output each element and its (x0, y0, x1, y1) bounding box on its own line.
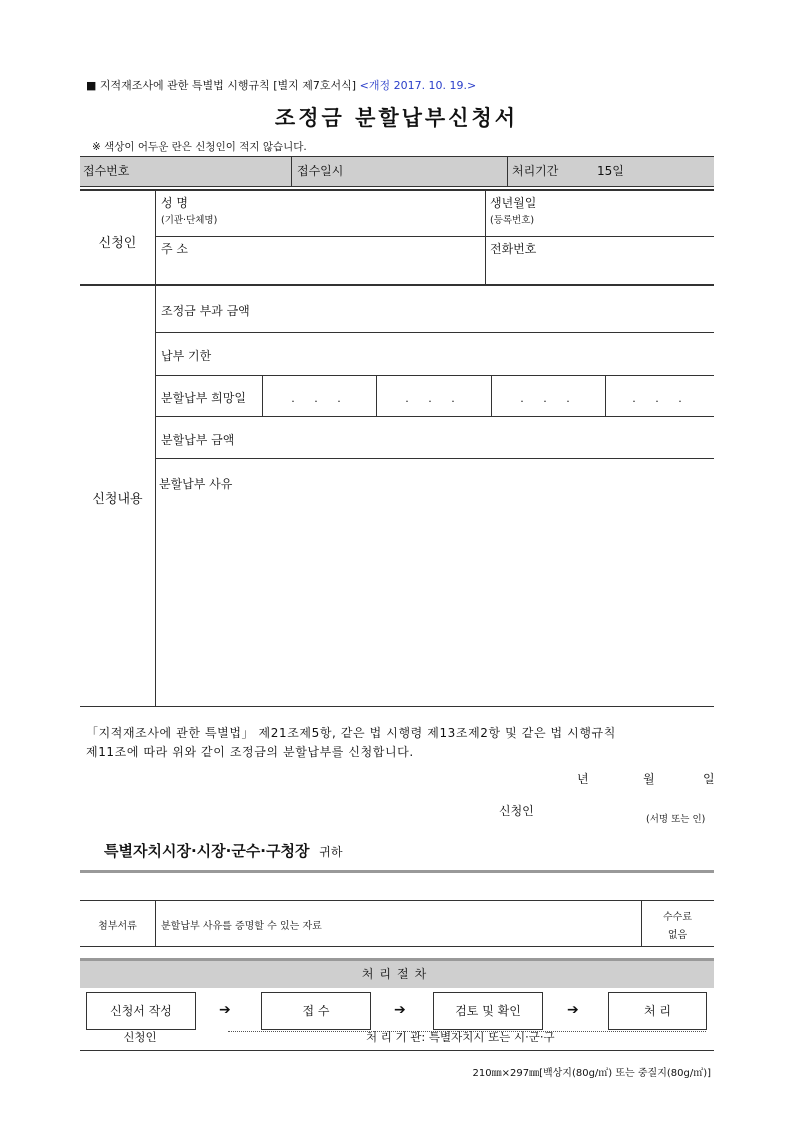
page-title: 조정금 분할납부신청서 (274, 106, 519, 130)
date-day-label: 일 (703, 772, 715, 786)
addressee-suffix: 귀하 (319, 845, 343, 859)
installment-reason-label: 분할납부 사유 (159, 477, 233, 491)
payment-deadline-label: 납부 기한 (161, 349, 212, 363)
statement-line-1: 「지적재조사에 관한 특별법」 제21조제5항, 같은 법 시행령 제13조제2항 및 같은 법 시행규칙 (86, 726, 616, 740)
arrow-right-icon: ➔ (219, 1002, 231, 1018)
actor-applicant: 신청인 (123, 1030, 157, 1044)
content-section-label: 신청내용 (92, 492, 143, 507)
attachments-label: 첨부서류 (98, 921, 137, 932)
fee-value: 없음 (667, 930, 688, 941)
signature-label: (서명 또는 인) (646, 814, 706, 825)
addressee-name: 특별자치시장·시장·군수·구청장 (104, 842, 310, 860)
installment-amount-label: 분할납부 금액 (161, 433, 235, 447)
attachments-value: 분할납부 사유를 증명할 수 있는 자료 (161, 921, 322, 932)
adjustment-amount-label: 조정금 부과 금액 (161, 304, 250, 318)
date-year-label: 년 (577, 772, 589, 786)
birth-label: 생년월일 (490, 196, 537, 210)
form-reference (86, 77, 476, 93)
applicant-section-label: 신청인 (98, 236, 137, 251)
address-label: 주 소 (161, 242, 188, 256)
step-review: 검토 및 확인 (433, 992, 543, 1030)
birth-sub-label: (등록번호) (490, 215, 535, 226)
name-sub-label: (기관·단체명) (161, 215, 218, 226)
addressee (104, 840, 342, 861)
revision-date: <개정 2017. 10. 19.> (359, 79, 477, 92)
wish-date-3[interactable]: . . . (520, 392, 578, 405)
phone-label: 전화번호 (490, 242, 537, 256)
wish-date-4[interactable]: . . . (632, 392, 690, 405)
receipt-date-label: 접수일시 (297, 164, 344, 178)
shading-note: ※ 색상이 어두운 란은 신청인이 적지 않습니다. (92, 141, 307, 153)
processing-period-label: 처리기간 (512, 164, 559, 178)
name-label: 성 명 (161, 196, 188, 210)
step-write-application: 신청서 작성 (86, 992, 196, 1030)
paper-spec: 210㎜×297㎜[백상지(80g/㎡) 또는 중질지(80g/㎡)] (472, 1068, 711, 1079)
processing-period-value: 15일 (597, 164, 624, 178)
wish-date-2[interactable]: . . . (405, 392, 463, 405)
date-month-label: 월 (643, 772, 655, 786)
statement-line-2: 제11조에 따라 위와 같이 조정금의 분할납부를 신청합니다. (86, 745, 414, 759)
arrow-right-icon: ➔ (567, 1002, 579, 1018)
wish-date-label: 분할납부 희망일 (161, 391, 246, 405)
signer-label: 신청인 (499, 804, 534, 818)
arrow-right-icon: ➔ (394, 1002, 406, 1018)
form-reference-text: ■ 지적재조사에 관한 특별법 시행규칙 [별지 제7호서식] (86, 79, 357, 92)
procedure-title: 처리절차 (361, 967, 433, 981)
wish-date-1[interactable]: . . . (291, 392, 349, 405)
receipt-number-label: 접수번호 (83, 164, 130, 178)
step-process: 처 리 (608, 992, 707, 1030)
actor-agency: 처 리 기 관: 특별자치시 또는 시·군·구 (366, 1030, 555, 1044)
fee-label: 수수료 (663, 912, 692, 923)
step-receipt: 접 수 (261, 992, 371, 1030)
